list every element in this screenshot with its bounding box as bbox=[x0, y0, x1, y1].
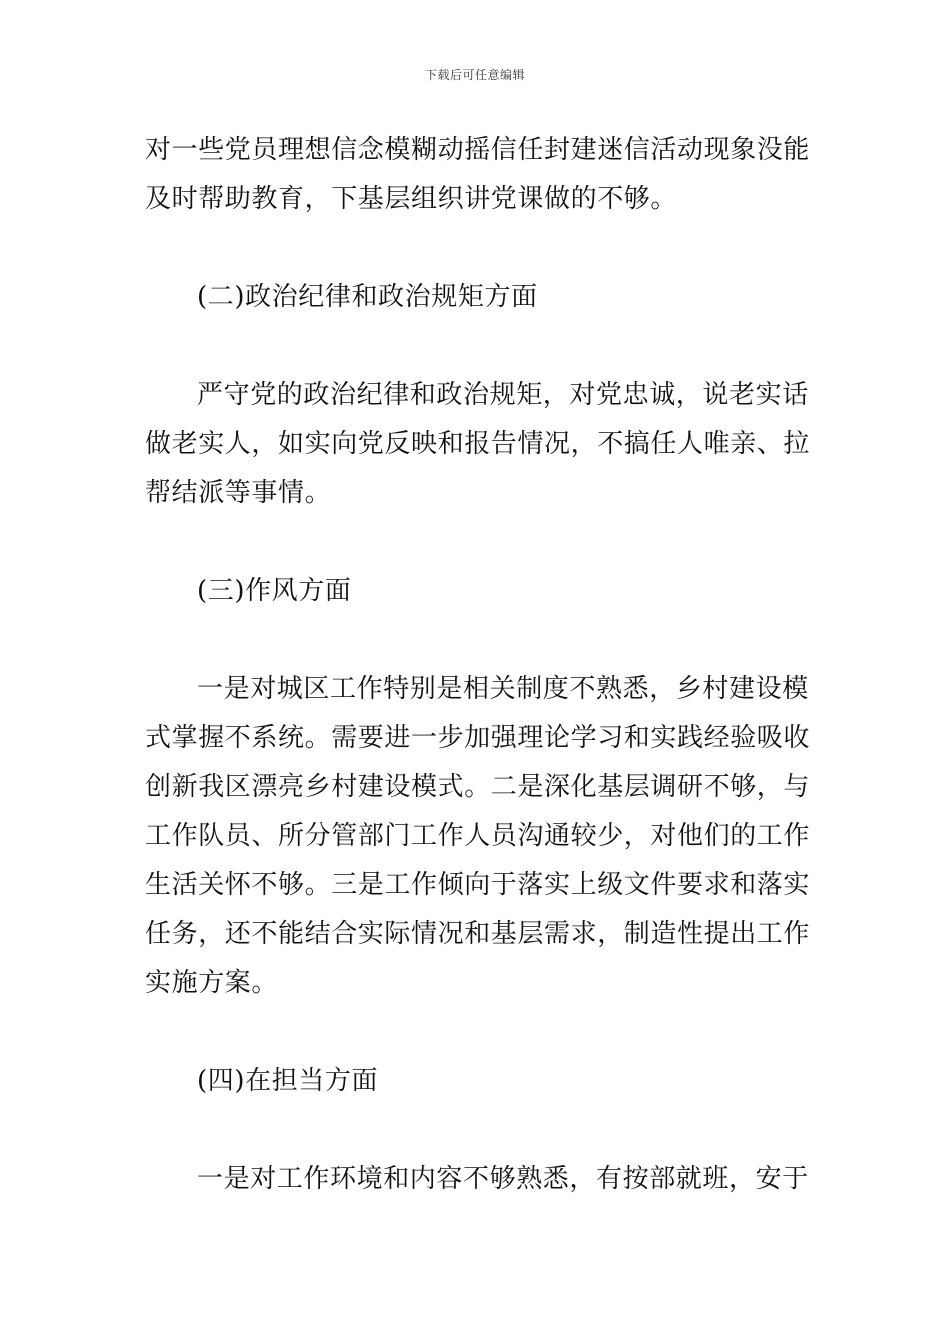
document-body bbox=[145, 126, 811, 1204]
paragraph-line: 一是对工作环境和内容不够熟悉，有按部就班，安于 bbox=[197, 1164, 809, 1194]
paragraph-line: 创新我区漂亮乡村建设模式。二是深化基层调研不够，与 bbox=[145, 772, 811, 802]
paragraph-line: 任务，还不能结合实际情况和基层需求，制造性提出工作 bbox=[145, 919, 811, 949]
paragraph-line: 对一些党员理想信念模糊动摇信任封建迷信活动现象没能 bbox=[145, 135, 811, 165]
section-heading-2: (二)政治纪律和政治规矩方面 bbox=[197, 282, 538, 312]
header-note: 下载后可任意编辑 bbox=[424, 68, 525, 82]
paragraph-line: 式掌握不系统。需要进一步加强理论学习和实践经验吸收 bbox=[145, 723, 811, 753]
section-heading-3: (三)作风方面 bbox=[197, 576, 352, 606]
paragraph-line: 及时帮助教育，下基层组织讲党课做的不够。 bbox=[145, 184, 678, 214]
paragraph-line: 帮结派等事情。 bbox=[145, 478, 332, 508]
paragraph-line: 做老实人，如实向党反映和报告情况，不搞任人唯亲、拉 bbox=[145, 429, 811, 459]
paragraph-line: 严守党的政治纪律和政治规矩，对党忠诚，说老实话 bbox=[197, 380, 809, 410]
paragraph-line: 工作队员、所分管部门工作人员沟通较少，对他们的工作 bbox=[145, 821, 811, 851]
paragraph-line: 生活关怀不够。三是工作倾向于落实上级文件要求和落实 bbox=[145, 870, 811, 900]
section-heading-4: (四)在担当方面 bbox=[197, 1066, 379, 1096]
paragraph-line: 实施方案。 bbox=[145, 968, 279, 998]
paragraph-line: 一是对城区工作特别是相关制度不熟悉，乡村建设模 bbox=[197, 674, 809, 704]
